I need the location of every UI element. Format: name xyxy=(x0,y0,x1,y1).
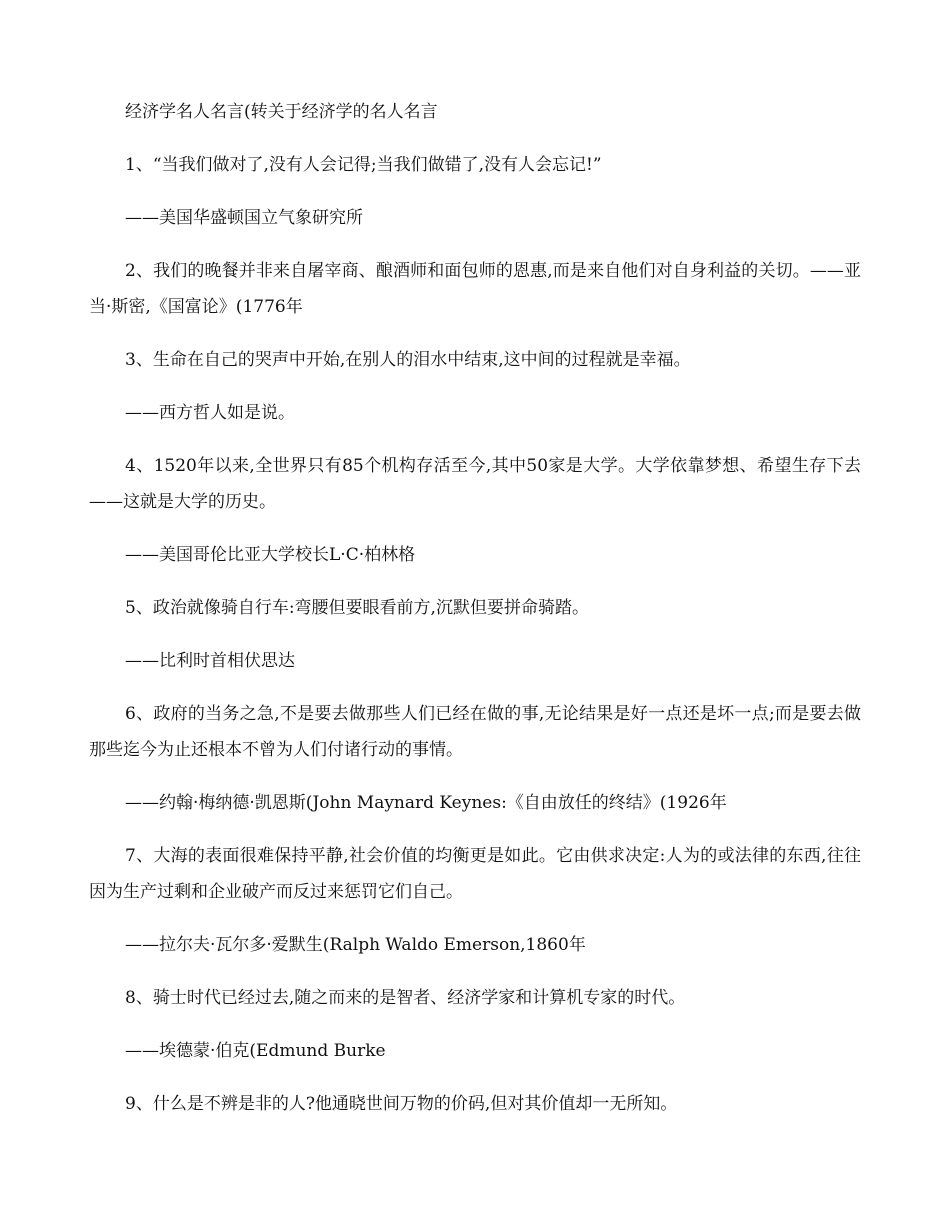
quote-6: 6、政府的当务之急,不是要去做那些人们已经在做的事,无论结果是好一点还是坏一点;而是要去做那些迄今为止还根本不曾为人们付诸行动的事情。 xyxy=(89,704,861,760)
quote-9: 9、什么是不辨是非的人?他通晓世间万物的价码,但对其价值却一无所知。 xyxy=(125,1094,678,1114)
attribution-3: ——西方哲人如是说。 xyxy=(125,403,295,423)
quote-3: 3、生命在自己的哭声中开始,在别人的泪水中结束,这中间的过程就是幸福。 xyxy=(125,350,691,370)
document-body xyxy=(89,94,861,1139)
attribution-6: ——约翰·梅纳德·凯恩斯(John Maynard Keynes:《自由放任的终结》(1926年 xyxy=(125,793,727,813)
attribution-8: ——埃德蒙·伯克(Edmund Burke xyxy=(125,1041,386,1061)
quote-5: 5、政治就像骑自行车:弯腰但要眼看前方,沉默但要拼命骑踏。 xyxy=(125,598,589,618)
attribution-4: ——美国哥伦比亚大学校长L·C·柏林格 xyxy=(125,545,416,565)
quote-8: 8、骑士时代已经过去,随之而来的是智者、经济学家和计算机专家的时代。 xyxy=(125,988,686,1008)
quote-1: 1、“当我们做对了,没有人会记得;当我们做错了,没有人会忘记!” xyxy=(125,155,602,175)
attribution-5: ——比利时首相伏思达 xyxy=(125,651,295,671)
quote-4: 4、1520年以来,全世界只有85个机构存活至今,其中50家是大学。大学依靠梦想、希望生存下去——这就是大学的历史。 xyxy=(89,456,861,512)
quote-2: 2、我们的晚餐并非来自屠宰商、酿酒师和面包师的恩惠,而是来自他们对自身利益的关切。——亚当·斯密,《国富论》(1776年 xyxy=(89,261,861,317)
attribution-1: ——美国华盛顿国立气象研究所 xyxy=(125,208,363,228)
attribution-7: ——拉尔夫·瓦尔多·爱默生(Ralph Waldo Emerson,1860年 xyxy=(125,935,586,955)
quote-7: 7、大海的表面很难保持平静,社会价值的均衡更是如此。它由供求决定:人为的或法律的东西,往往因为生产过剩和企业破产而反过来惩罚它们自己。 xyxy=(89,846,861,902)
document-title: 经济学名人名言(转关于经济学的名人名言 xyxy=(125,102,438,122)
